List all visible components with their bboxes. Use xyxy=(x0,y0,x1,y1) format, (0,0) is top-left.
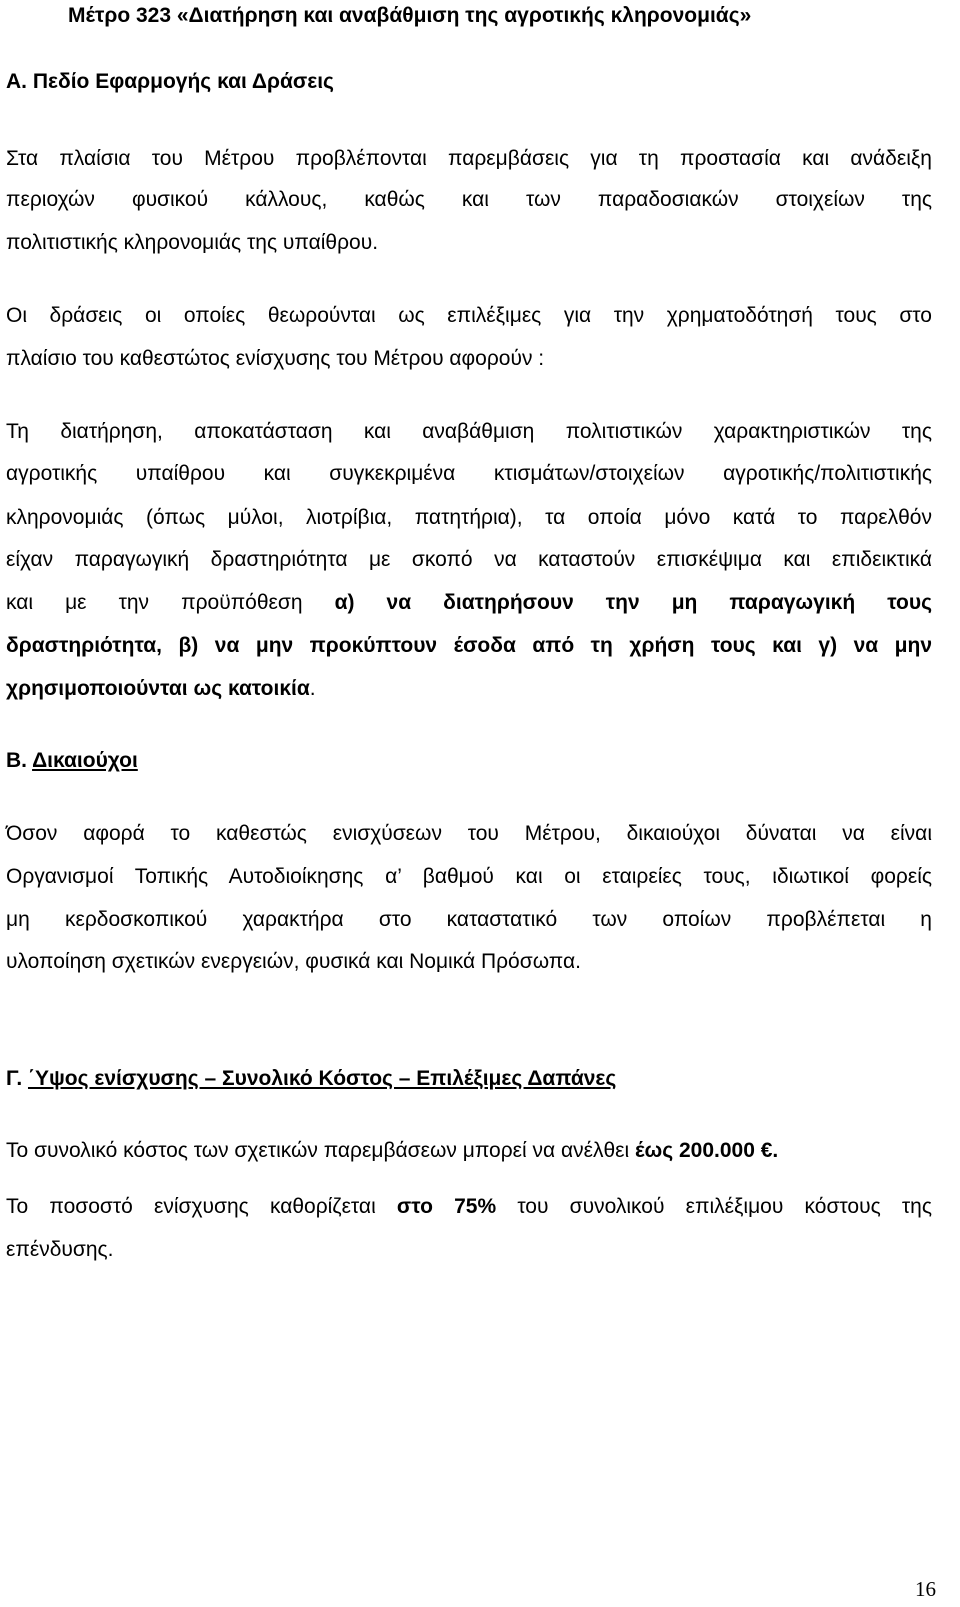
section-a-p3-line7 xyxy=(6,675,316,703)
section-a-p1-line3: πολιτιστικής κληρονομιάς της υπαίθρου. xyxy=(6,231,379,254)
rate-percentage: στο 75% xyxy=(396,1195,497,1218)
cost-text: Το συνολικό κόστος των σχετικών παρεμβάσεων μπορεί να ανέλθει xyxy=(6,1139,636,1162)
rate-text-b: του συνολικού επιλέξιμου κόστους της xyxy=(517,1195,932,1218)
section-c-prefix: Γ. xyxy=(6,1067,28,1090)
conditions-bold-c: χρησιμοποιούνται ως κατοικία xyxy=(6,677,310,700)
document-title: Μέτρο 323 «Διατήρηση και αναβάθμιση της αγροτικής κληρονομιάς» xyxy=(68,4,752,27)
section-b-p1-line3: μη κερδοσκοπικού χαρακτήρα στο καταστατικό των οποίων προβλέπεται η xyxy=(6,908,932,931)
section-a-p3-line3: κληρονομιάς (όπως μύλοι, λιοτρίβια, πατητήρια), τα οποία μόνο κατά το παρελθόν xyxy=(6,506,932,529)
section-c-heading xyxy=(6,1065,616,1093)
section-a-p3-line6: δραστηριότητα, β) να μην προκύπτουν έσοδα από τη χρήση τους και γ) να μην xyxy=(6,634,932,657)
section-a-p3-line5 xyxy=(6,589,932,617)
section-a-p3-line2: αγροτικής υπαίθρου και συγκεκριμένα κτισμάτων/στοιχείων αγροτικής/πολιτιστικής xyxy=(6,462,932,485)
cost-amount: έως 200.000 €. xyxy=(635,1139,779,1162)
rate-statement-line1 xyxy=(6,1193,932,1221)
section-a-p3-line1: Τη διατήρηση, αποκατάσταση και αναβάθμιση πολιτιστικών χαρακτηριστικών της xyxy=(6,420,932,443)
page-number: 16 xyxy=(915,1577,936,1601)
section-a-p1-line1: Στα πλαίσια του Μέτρου προβλέπονται παρεμβάσεις για τη προστασία και ανάδειξη xyxy=(6,147,932,170)
rate-statement-line2: επένδυσης. xyxy=(6,1238,114,1261)
cost-statement xyxy=(6,1137,778,1165)
conditions-end: . xyxy=(309,677,316,700)
section-c-title: ΄Υψος ενίσχυσης – Συνολικό Κόστος – Επιλέξιμες Δαπάνες xyxy=(27,1067,617,1090)
section-a-p3-line4: είχαν παραγωγική δραστηριότητα με σκοπό να καταστούν επισκέψιμα και επιδεικτικά xyxy=(6,548,932,571)
section-b-p1-line1: Όσον αφορά το καθεστώς ενισχύσεων του Μέτρου, δικαιούχοι δύναται να είναι xyxy=(6,822,932,845)
section-b-title: Δικαιούχοι xyxy=(32,749,138,772)
section-b-p1-line4: υλοποίηση σχετικών ενεργειών, φυσικά και Νομικά Πρόσωπα. xyxy=(6,950,581,973)
rate-text-a: Το ποσοστό ενίσχυσης καθορίζεται xyxy=(6,1195,376,1218)
section-a-p1-line2: περιοχών φυσικού κάλλους, καθώς και των παραδοσιακών στοιχείων της xyxy=(6,188,932,211)
section-b-p1-line2: Οργανισμοί Τοπικής Αυτοδιοίκησης α’ βαθμού και οι εταιρείες τους, ιδιωτικοί φορείς xyxy=(6,865,932,888)
section-a-p2-line1: Οι δράσεις οι οποίες θεωρούνται ως επιλέξιμες για την χρηματοδότησή τους στο xyxy=(6,304,932,327)
conditions-intro: και με την προϋπόθεση xyxy=(6,591,303,614)
section-a-p2-line2: πλαίσιο του καθεστώτος ενίσχυσης του Μέτρου αφορούν : xyxy=(6,347,545,370)
section-b-heading xyxy=(6,747,138,775)
conditions-bold-a: α) να διατηρήσουν την μη παραγωγική τους xyxy=(334,591,932,614)
section-a-heading: Α. Πεδίο Εφαρμογής και Δράσεις xyxy=(6,70,334,93)
section-b-prefix: Β. xyxy=(6,749,33,772)
